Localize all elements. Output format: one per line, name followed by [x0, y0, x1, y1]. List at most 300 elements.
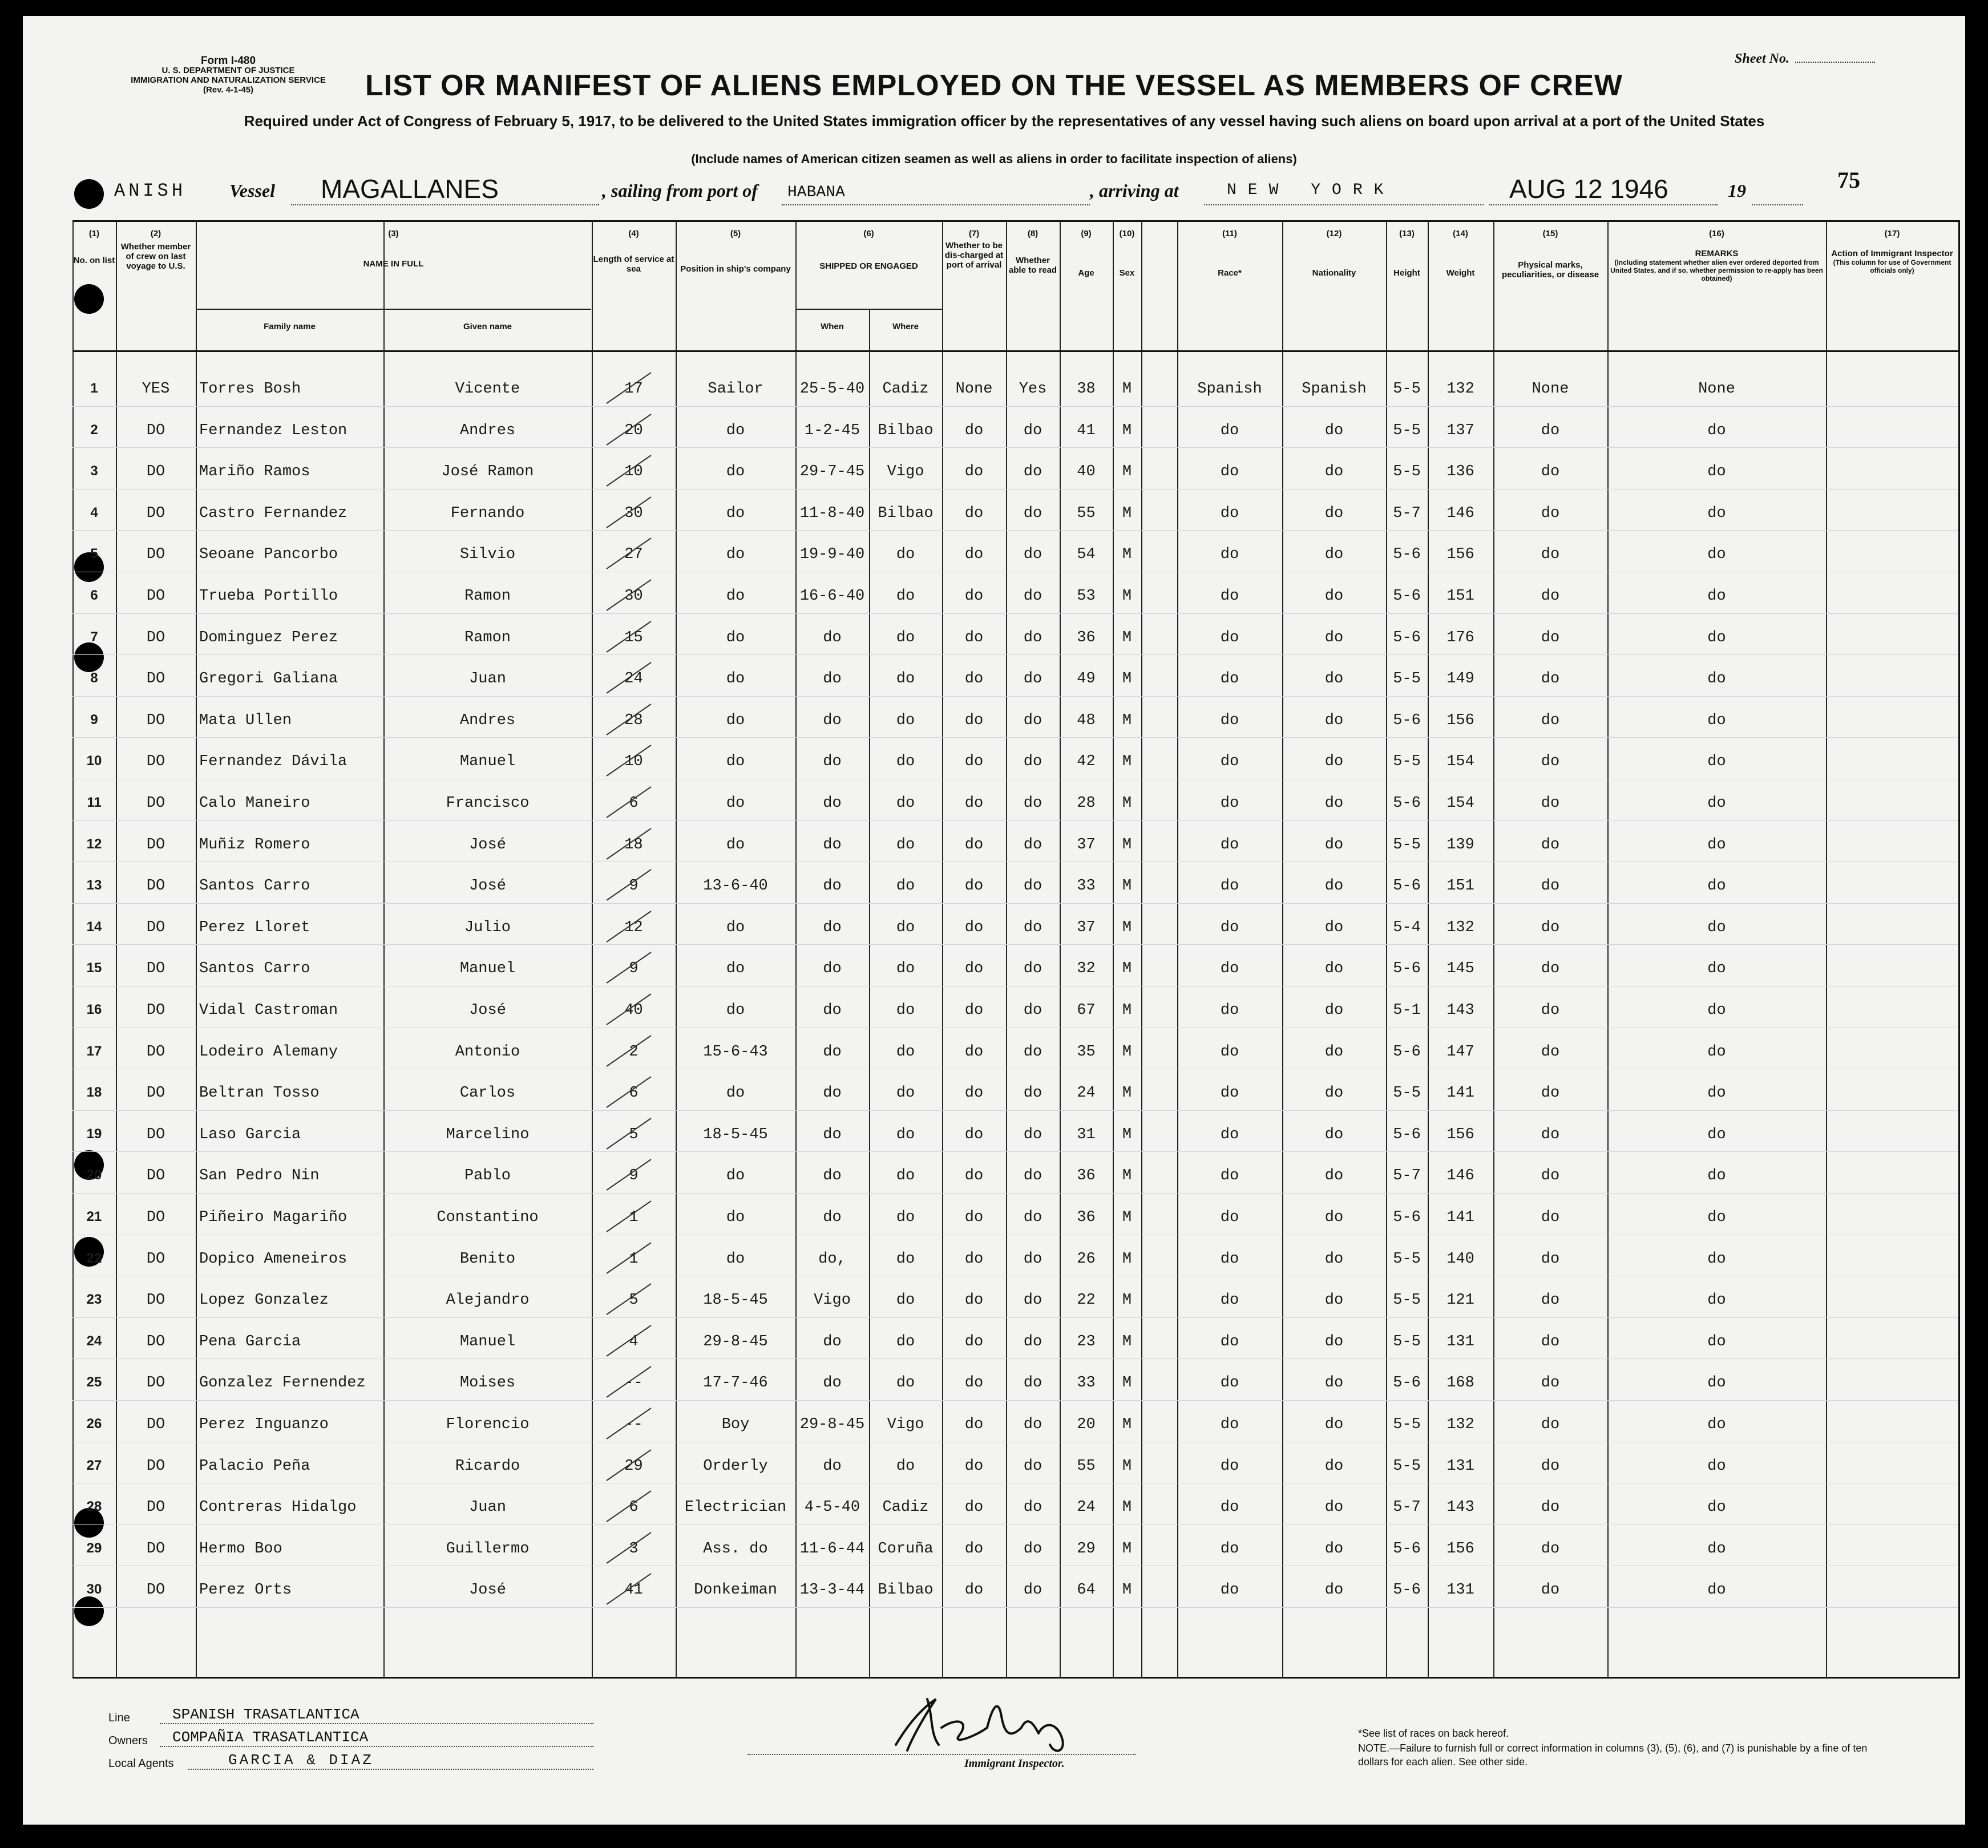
inspector-line — [747, 1753, 1136, 1755]
cell-height: 5-5 — [1393, 670, 1421, 688]
cell-position: do — [726, 1250, 745, 1268]
cell-read: do — [1023, 546, 1043, 564]
arrival-date-stamp: AUG 12 1946 — [1509, 174, 1668, 204]
header-label: Weight — [1446, 268, 1475, 278]
cell-weight: 154 — [1446, 753, 1474, 771]
cell-where: do — [896, 1002, 915, 1019]
cell-weight: 140 — [1446, 1250, 1474, 1268]
cell-where: Vigo — [887, 1416, 924, 1433]
cell-read: Yes — [1019, 381, 1047, 398]
cell-remarks: do — [1707, 1416, 1726, 1433]
cell-family: Perez Inguanzo — [199, 1416, 329, 1433]
header-col-num: (8) — [1027, 229, 1039, 238]
cell-age: 23 — [1077, 1333, 1096, 1350]
header-race — [1177, 229, 1282, 278]
cell-service: 9 — [629, 1167, 639, 1185]
cell-marks: do — [1541, 1499, 1560, 1517]
cell-age: 36 — [1077, 1167, 1096, 1185]
cell-nationality: do — [1324, 1002, 1344, 1019]
cell-age: 35 — [1077, 1043, 1096, 1061]
pencil-tick-mark — [603, 1279, 654, 1319]
cell-given: Manuel — [459, 960, 516, 978]
cell-read: do — [1023, 588, 1043, 605]
cell-prev: DO — [146, 711, 165, 729]
header-name — [196, 229, 591, 269]
cell-marks: do — [1541, 711, 1560, 729]
header-given-name: Given name — [463, 322, 512, 331]
cell-where: Cadiz — [882, 381, 929, 398]
cell-discharged: do — [964, 836, 984, 854]
table-row — [72, 1486, 1958, 1527]
cell-remarks: do — [1707, 795, 1726, 812]
cell-when: 11-8-40 — [799, 504, 865, 522]
cell-marks: do — [1541, 1416, 1560, 1433]
cell-race: do — [1220, 1416, 1239, 1433]
table-row — [72, 1321, 1958, 1362]
cell-marks: do — [1541, 1457, 1560, 1475]
cell-discharged: do — [964, 919, 984, 936]
cell-marks: do — [1541, 1374, 1560, 1392]
cell-discharged: do — [964, 670, 984, 688]
cell-prev: DO — [146, 1540, 165, 1558]
sailing-label: , sailing from port of — [602, 180, 758, 201]
cell-height: 5-5 — [1393, 836, 1421, 854]
cell-when: do — [823, 919, 842, 936]
cell-marks: do — [1541, 1333, 1560, 1350]
cell-position: Ass. do — [703, 1540, 768, 1558]
header-col-num: (7) — [968, 229, 980, 238]
cell-discharged: None — [955, 381, 993, 398]
cell-remarks: do — [1707, 878, 1726, 895]
header-position — [676, 229, 795, 274]
cell-marks: do — [1541, 795, 1560, 812]
cell-weight: 146 — [1446, 1167, 1474, 1185]
cell-remarks: do — [1707, 463, 1726, 481]
cell-sex: M — [1122, 1167, 1132, 1185]
cell-where: do — [896, 1292, 915, 1309]
cell-when: do — [823, 1333, 842, 1350]
row-rule — [72, 1400, 1958, 1401]
table-row — [72, 533, 1958, 575]
cell-sex: M — [1122, 381, 1132, 398]
cell-prev: DO — [146, 1043, 165, 1061]
cell-age: 55 — [1077, 504, 1096, 522]
cell-where: Bilbao — [878, 504, 934, 522]
table-row — [72, 1445, 1958, 1486]
cell-height: 5-6 — [1393, 546, 1421, 564]
cell-no: 8 — [90, 670, 98, 686]
cell-position: 17-7-46 — [703, 1374, 768, 1392]
cell-remarks: do — [1707, 1333, 1726, 1350]
header-prev-voyage — [116, 229, 196, 271]
cell-nationality: do — [1324, 1499, 1344, 1517]
cell-discharged: do — [964, 504, 984, 522]
page-number: 75 — [1837, 167, 1860, 193]
cell-age: 24 — [1077, 1085, 1096, 1102]
cell-remarks: do — [1707, 1457, 1726, 1475]
cell-marks: do — [1541, 1085, 1560, 1102]
cell-no: 23 — [86, 1292, 102, 1308]
table-row — [72, 1362, 1958, 1403]
header-label: Nationality — [1312, 268, 1356, 278]
cell-no: 30 — [86, 1582, 102, 1598]
form-number: Form I-480 — [200, 55, 256, 67]
cell-where: do — [896, 546, 915, 564]
vessel-label: Vessel — [229, 180, 275, 201]
table-row — [72, 492, 1958, 533]
cell-family: Perez Lloret — [199, 919, 310, 936]
cell-race: do — [1220, 1333, 1239, 1350]
cell-where: do — [896, 1374, 915, 1392]
cell-given: Silvio — [459, 546, 516, 564]
cell-family: Fernandez Dávila — [199, 753, 348, 771]
cell-nationality: do — [1324, 1250, 1344, 1268]
cell-family: Lopez Gonzalez — [199, 1292, 329, 1309]
cell-marks: do — [1541, 1582, 1560, 1599]
header-col-num: (2) — [150, 229, 161, 238]
cell-where: Coruña — [878, 1540, 934, 1558]
cell-race: do — [1220, 1085, 1239, 1102]
cell-where: Bilbao — [878, 1582, 934, 1599]
cell-family: San Pedro Nin — [199, 1167, 320, 1185]
cell-no: 22 — [86, 1250, 102, 1266]
cell-when: do — [823, 629, 842, 646]
pencil-tick-mark — [603, 782, 654, 822]
pencil-tick-mark — [603, 1072, 654, 1112]
cell-sex: M — [1122, 1250, 1132, 1268]
cell-position: do — [726, 1002, 745, 1019]
cell-when: 25-5-40 — [799, 381, 865, 398]
cell-when: do — [823, 1126, 842, 1143]
header-col-num: (4) — [628, 229, 639, 238]
cell-no: 29 — [86, 1540, 102, 1556]
cell-sex: M — [1122, 919, 1132, 936]
cell-service: 6 — [629, 1499, 639, 1517]
cell-weight: 145 — [1446, 960, 1474, 978]
cell-when: do — [823, 1374, 842, 1392]
pencil-tick-mark — [603, 1238, 654, 1278]
cell-where: do — [896, 836, 915, 854]
cell-remarks: do — [1707, 629, 1726, 646]
cell-age: 55 — [1077, 1457, 1096, 1475]
cell-when: do — [823, 1167, 842, 1185]
table-row — [72, 1155, 1958, 1196]
cell-sex: M — [1122, 795, 1132, 812]
vessel-name: MAGALLANES — [321, 174, 499, 204]
cell-no: 9 — [90, 711, 98, 727]
cell-marks: do — [1541, 1250, 1560, 1268]
cell-height: 5-5 — [1393, 1333, 1421, 1350]
cell-discharged: do — [964, 1126, 984, 1143]
cell-read: do — [1023, 1292, 1043, 1309]
cell-family: Santos Carro — [199, 878, 310, 895]
cell-nationality: do — [1324, 1540, 1344, 1558]
cell-nationality: do — [1324, 1292, 1344, 1309]
row-rule — [72, 447, 1958, 448]
cell-prev: DO — [146, 1292, 165, 1309]
pencil-tick-mark — [603, 1569, 654, 1609]
cell-sex: M — [1122, 836, 1132, 854]
cell-weight: 121 — [1446, 1292, 1474, 1309]
cell-service: 3 — [629, 1540, 639, 1558]
cell-service: 2 — [629, 1043, 639, 1061]
header-label: Whether to be dis-charged at port of arrival — [944, 241, 1004, 270]
cell-given: Alejandro — [446, 1292, 530, 1309]
cell-sex: M — [1122, 588, 1132, 605]
cell-given: Juan — [469, 670, 506, 688]
cell-nationality: do — [1324, 1582, 1344, 1599]
cell-where: do — [896, 795, 915, 812]
cell-read: do — [1023, 1043, 1043, 1061]
cell-prev: DO — [146, 1250, 165, 1268]
cell-weight: 146 — [1446, 504, 1474, 522]
row-rule — [72, 489, 1958, 490]
cell-nationality: do — [1324, 1457, 1344, 1475]
cell-remarks: do — [1707, 1499, 1726, 1517]
table-row — [72, 1031, 1958, 1072]
cell-nationality: do — [1324, 878, 1344, 895]
cell-race: do — [1220, 878, 1239, 895]
cell-where: Vigo — [887, 463, 924, 481]
cell-given: Ricardo — [455, 1457, 520, 1475]
pencil-tick-mark — [603, 741, 654, 781]
cell-position: do — [726, 795, 745, 812]
cell-height: 5-6 — [1393, 1209, 1421, 1226]
cell-family: Beltran Tosso — [199, 1085, 320, 1102]
cell-no: 6 — [90, 588, 98, 603]
cell-position: do — [726, 463, 745, 481]
table-row — [72, 741, 1958, 782]
vessel-nationality: ANISH — [114, 180, 187, 201]
table-row — [72, 782, 1958, 823]
cell-where: do — [896, 960, 915, 978]
cell-position: 18-5-45 — [703, 1292, 768, 1309]
owners-value: COMPAÑIA TRASATLANTICA — [172, 1729, 369, 1746]
cell-nationality: do — [1324, 1416, 1344, 1433]
cell-remarks: do — [1707, 1002, 1726, 1019]
document-note: (Include names of American citizen seamen as well as aliens in order to facilitate inspection of aliens) — [691, 152, 1297, 166]
pencil-tick-mark — [603, 1486, 654, 1526]
table-row — [72, 1279, 1958, 1320]
cell-prev: DO — [146, 1209, 165, 1226]
header-col-num: (6) — [863, 229, 874, 238]
cell-service: 41 — [624, 1582, 643, 1599]
header-height — [1386, 229, 1428, 278]
row-rule — [72, 1193, 1958, 1194]
cell-nationality: do — [1324, 629, 1344, 646]
cell-discharged: do — [964, 1333, 984, 1350]
cell-age: 40 — [1077, 463, 1096, 481]
cell-where: do — [896, 711, 915, 729]
cell-discharged: do — [964, 1292, 984, 1309]
cell-family: Trueba Portillo — [199, 588, 338, 605]
cell-prev: DO — [146, 670, 165, 688]
cell-where: do — [896, 1333, 915, 1350]
pencil-tick-mark — [603, 948, 654, 988]
table-row — [72, 410, 1958, 451]
pencil-tick-mark — [603, 658, 654, 698]
cell-nationality: do — [1324, 1043, 1344, 1061]
cell-race: do — [1220, 1499, 1239, 1517]
cell-when: do — [823, 1457, 842, 1475]
cell-race: do — [1220, 1167, 1239, 1185]
cell-height: 5-7 — [1393, 1167, 1421, 1185]
table-row — [72, 1569, 1958, 1610]
cell-where: do — [896, 1250, 915, 1268]
pencil-tick-mark — [603, 824, 654, 864]
cell-race: do — [1220, 422, 1239, 439]
cell-read: do — [1023, 1416, 1043, 1433]
header-label: Age — [1078, 268, 1094, 278]
cell-discharged: do — [964, 878, 984, 895]
cell-discharged: do — [964, 1582, 984, 1599]
cell-no: 12 — [86, 836, 102, 852]
cell-sex: M — [1122, 1126, 1132, 1143]
pencil-tick-mark — [603, 575, 654, 615]
cell-read: do — [1023, 753, 1043, 771]
header-label: No. on list — [73, 256, 115, 265]
cell-read: do — [1023, 1167, 1043, 1185]
cell-prev: DO — [146, 836, 165, 854]
cell-family: Torres Bosh — [199, 381, 301, 398]
cell-nationality: do — [1324, 1333, 1344, 1350]
cell-sex: M — [1122, 878, 1132, 895]
cell-height: 5-5 — [1393, 1085, 1421, 1102]
cell-weight: 154 — [1446, 795, 1474, 812]
cell-nationality: do — [1324, 960, 1344, 978]
cell-service: 18 — [624, 836, 643, 854]
cell-given: Fernando — [450, 504, 525, 522]
cell-race: do — [1220, 1457, 1239, 1475]
cell-sex: M — [1122, 1085, 1132, 1102]
cell-service: 6 — [629, 795, 639, 812]
cell-age: 28 — [1077, 795, 1096, 812]
header-col-num: (1) — [88, 229, 100, 238]
line-label: Line — [108, 1712, 130, 1724]
cell-age: 26 — [1077, 1250, 1096, 1268]
header-col-num: (16) — [1709, 229, 1724, 238]
cell-family: Contreras Hidalgo — [199, 1499, 357, 1517]
cell-read: do — [1023, 670, 1043, 688]
cell-remarks: do — [1707, 1085, 1726, 1102]
cell-where: do — [896, 670, 915, 688]
cell-remarks: do — [1707, 836, 1726, 854]
cell-remarks: do — [1707, 422, 1726, 439]
cell-age: 53 — [1077, 588, 1096, 605]
cell-service: 10 — [624, 463, 643, 481]
cell-position: Electrician — [684, 1499, 787, 1517]
cell-race: do — [1220, 711, 1239, 729]
table-row — [72, 575, 1958, 616]
cell-no: 20 — [86, 1167, 102, 1183]
cell-no: 21 — [86, 1209, 102, 1224]
cell-position: 18-5-45 — [703, 1126, 768, 1143]
table-row — [72, 1238, 1958, 1279]
cell-remarks: do — [1707, 546, 1726, 564]
row-rule — [72, 903, 1958, 904]
header-label: Sex — [1119, 268, 1135, 278]
cell-weight: 132 — [1446, 1416, 1474, 1433]
cell-no: 27 — [86, 1457, 102, 1473]
header-nationality — [1282, 229, 1386, 278]
cell-discharged: do — [964, 1043, 984, 1061]
cell-height: 5-6 — [1393, 1126, 1421, 1143]
header-weight — [1428, 229, 1493, 278]
cell-service: 30 — [624, 588, 643, 605]
cell-service: 17 — [624, 381, 643, 398]
cell-discharged: do — [964, 546, 984, 564]
cell-weight: 151 — [1446, 588, 1474, 605]
cell-height: 5-6 — [1393, 960, 1421, 978]
header-col-num: (11) — [1222, 229, 1237, 238]
cell-sex: M — [1122, 1043, 1132, 1061]
cell-marks: do — [1541, 1002, 1560, 1019]
cell-read: do — [1023, 422, 1043, 439]
cell-nationality: do — [1324, 1126, 1344, 1143]
cell-no: 3 — [90, 463, 98, 479]
cell-given: José — [469, 836, 506, 854]
cell-read: do — [1023, 1002, 1043, 1019]
cell-race: do — [1220, 795, 1239, 812]
cell-nationality: Spanish — [1302, 381, 1367, 398]
document-title: LIST OR MANIFEST OF ALIENS EMPLOYED ON THE VESSEL AS MEMBERS OF CREW — [365, 69, 1623, 102]
cell-given: Andres — [459, 711, 516, 729]
cell-no: 25 — [86, 1374, 102, 1390]
cell-where: Bilbao — [878, 422, 934, 439]
cell-race: do — [1220, 1002, 1239, 1019]
header-col-num: (5) — [730, 229, 741, 238]
cell-age: 33 — [1077, 878, 1096, 895]
cell-read: do — [1023, 504, 1043, 522]
cell-service: 15 — [624, 629, 643, 646]
cell-prev: DO — [146, 629, 165, 646]
cell-race: do — [1220, 1126, 1239, 1143]
header-where: Where — [892, 322, 919, 331]
cell-remarks: do — [1707, 1540, 1726, 1558]
cell-given: Andres — [459, 422, 516, 439]
pencil-tick-mark — [603, 907, 654, 947]
cell-remarks: do — [1707, 1126, 1726, 1143]
cell-where: do — [896, 1085, 915, 1102]
header-label: Height — [1393, 268, 1420, 278]
cell-weight: 131 — [1446, 1582, 1474, 1599]
cell-weight: 143 — [1446, 1002, 1474, 1019]
cell-where: do — [896, 1209, 915, 1226]
arrival-port: NEW YORK — [1227, 181, 1395, 199]
cell-marks: None — [1532, 381, 1569, 398]
cell-read: do — [1023, 1499, 1043, 1517]
cell-age: 32 — [1077, 960, 1096, 978]
header-label: Physical marks, peculiarities, or disease — [1501, 260, 1599, 280]
cell-sex: M — [1122, 546, 1132, 564]
cell-read: do — [1023, 795, 1043, 812]
cell-discharged: do — [964, 1416, 984, 1433]
cell-family: Gregori Galiana — [199, 670, 338, 688]
cell-discharged: do — [964, 1085, 984, 1102]
pencil-tick-mark — [603, 989, 654, 1029]
table-row — [72, 699, 1958, 741]
cell-given: Florencio — [446, 1416, 530, 1433]
cell-service: 24 — [624, 670, 643, 688]
cell-marks: do — [1541, 919, 1560, 936]
cell-height: 5-5 — [1393, 422, 1421, 439]
cell-read: do — [1023, 1457, 1043, 1475]
cell-marks: do — [1541, 422, 1560, 439]
table-row — [72, 1114, 1958, 1155]
cell-prev: DO — [146, 422, 165, 439]
cell-prev: DO — [146, 1416, 165, 1433]
cell-where: do — [896, 1167, 915, 1185]
